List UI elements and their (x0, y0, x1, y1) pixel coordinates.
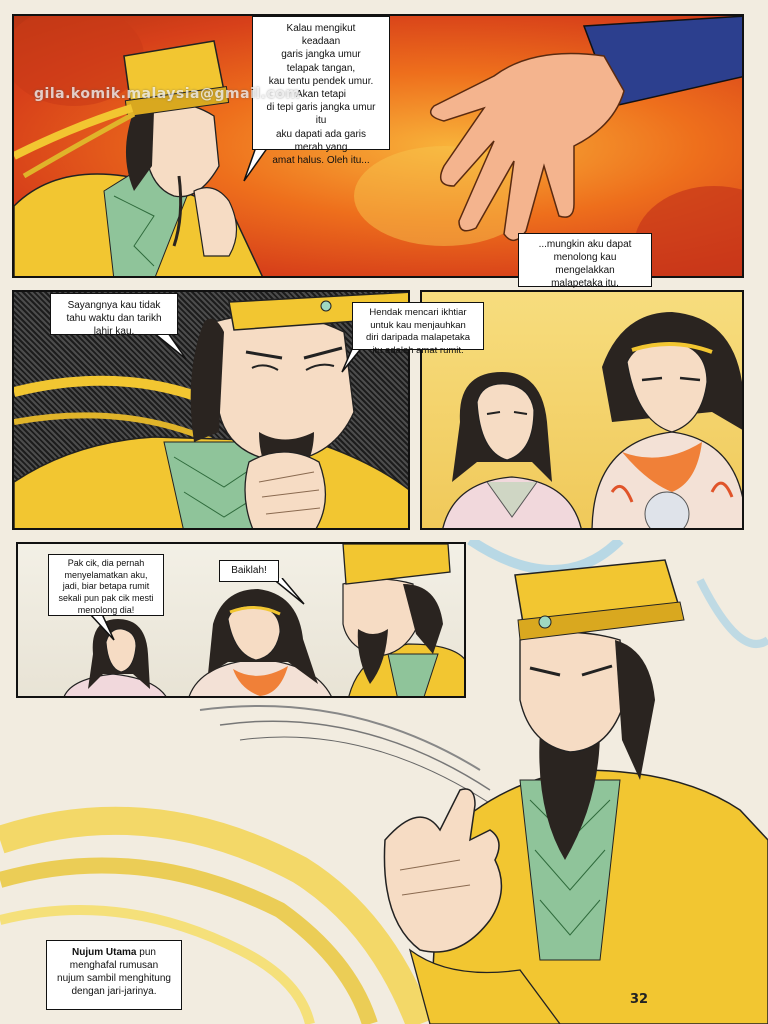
speech-bubble-palm-reading: Kalau mengikut keadaan garis jangka umur telapak tangan, kau tentu pendek umur. Akan tetapi di tepi garis jangka umur itu aku dapati ada garis merah yang amat halus. Oleh itu... (252, 16, 390, 150)
caption-character-name: Nujum Utama (72, 947, 137, 958)
page-number: 32 (630, 992, 649, 1007)
watermark-text: gila.komik.malaysia@gmail.com (34, 86, 301, 102)
caption-avert-calamity: ...mungkin aku dapat menolong kau mengelakkan malapetaka itu. (518, 233, 652, 287)
speech-bubble-complicated: Hendak mencari ikhtiar untuk kau menjauhkan diri daripada malapetaka itu adalah amat rumit. (352, 302, 484, 350)
bubble-tail (86, 614, 122, 644)
speech-bubble-plea: Pak cik, dia pernah menyelamatkan aku, jadi, biar betapa rumit sekali pun pak cik mesti menolong dia! (48, 554, 164, 616)
speech-bubble-agree: Baiklah! (219, 560, 279, 582)
bubble-tail (268, 578, 308, 608)
caption-counting-fingers: Nujum Utama pun menghafal rumusan nujum sambil menghitung dengan jari-jarinya. (46, 940, 182, 1010)
speech-bubble-birth-date: Sayangnya kau tidak tahu waktu dan tarikh lahir kau. (50, 293, 178, 335)
